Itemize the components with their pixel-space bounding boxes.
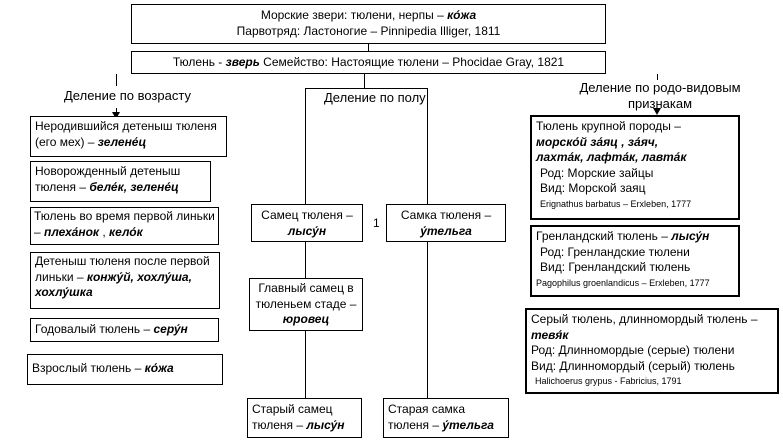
age-box-newborn-text: Новорожденный детеныш тюленя –	[35, 164, 181, 194]
connector-family-to-age	[116, 74, 117, 86]
age-box-yearling-term: серу́н	[153, 322, 188, 336]
sex-box-female-term: у́тельга	[420, 223, 472, 238]
sex-hbar	[305, 88, 427, 89]
age-box-unborn-text: Неродившийся детеныш тюленя (его мех) –	[35, 119, 217, 149]
sex-box-herd-male-term: юровец	[282, 312, 330, 327]
genus-box-harp-rod: Род: Гренландские тюлени	[540, 244, 690, 259]
herd-to-oldmale	[305, 331, 306, 398]
female-to-oldfemale	[427, 242, 428, 398]
family-suffix: Семейство: Настоящие тюлени – Phocidae Gray, 1821	[259, 55, 565, 69]
sex-box-old-male	[247, 398, 362, 438]
genus-box-grey-rod: Род: Длинномордые (серые) тюлени	[531, 343, 735, 358]
genus-box-bearded-term1: морско́й за́яц , за́яч,	[536, 134, 659, 149]
age-box-adult	[27, 354, 223, 385]
family-prefix: Тюлень -	[172, 55, 226, 69]
sex-box-old-male-term: лысу́н	[306, 417, 345, 432]
genus-box-harp-title-row	[536, 229, 734, 245]
sex-box-old-male-text: Старый самец тюленя –	[252, 402, 333, 432]
genus-box-grey-title-row	[531, 312, 773, 343]
male-to-herd	[305, 242, 306, 278]
genus-box-harp-title: Гренландский тюлень –	[536, 229, 672, 243]
family-word: зверь	[225, 55, 260, 69]
branch-label-genus: Деление по родо-видовым признакам	[579, 80, 741, 112]
genus-box-grey-term: тевя́к	[531, 327, 569, 342]
age-box-yearling-text: Годовалый тюлень –	[35, 322, 154, 336]
genus-box-bearded-latin: Erignathus barbatus – Erxleben, 1777	[540, 198, 692, 209]
sex-box-female-text: Самка тюленя –	[400, 208, 492, 222]
genus-box-harp-seal	[530, 225, 740, 297]
genus-box-grey-seal	[525, 308, 779, 394]
age-box-after-molt-text: Детеныш тюленя после первой линьки –	[35, 254, 210, 284]
connector-number: 1	[373, 216, 380, 230]
genus-box-bearded-seal	[530, 115, 740, 220]
branch-label-age: Деление по возрасту	[64, 88, 191, 103]
genus-box-harp-latin: Pagophilus groenlandicus – Erxleben, 1777	[536, 277, 710, 288]
genus-box-grey-latin: Halichoerus grypus - Fabricius, 1791	[535, 376, 682, 387]
age-box-newborn	[30, 161, 211, 202]
sex-spine-left	[305, 88, 306, 204]
age-box-first-molt-term1: плеха́нок	[44, 224, 100, 239]
header-line1-word: ко́жа	[447, 8, 477, 22]
genus-box-bearded-term2: лахта́к, лафта́к, лавта́к	[536, 150, 687, 165]
header-line2: Парвотряд: Ластоногие – Pinnipedia Illiger, 1811	[236, 23, 501, 38]
age-box-first-molt-text: Тюлень во время первой линьки –	[34, 209, 215, 239]
sex-box-male-text: Самец тюленя –	[261, 208, 353, 222]
connector-family-to-sex	[364, 74, 365, 88]
sex-spine-right	[427, 88, 428, 204]
age-box-adult-term: ко́жа	[144, 361, 174, 375]
sex-box-old-female-term: у́тельга	[442, 417, 494, 432]
genus-box-harp-vid: Вид: Гренландский тюлень	[540, 260, 691, 275]
genus-box-bearded-title: Тюлень крупной породы –	[536, 119, 681, 133]
family-box	[131, 51, 606, 74]
age-box-unborn	[30, 116, 227, 157]
sex-box-male-term: лысу́н	[287, 223, 327, 238]
sex-box-old-female-text: Старая самка тюленя –	[388, 402, 465, 432]
genus-box-bearded-vid: Вид: Морской заяц	[540, 181, 646, 196]
genus-box-harp-term: лысу́н	[671, 229, 710, 243]
age-box-after-molt	[30, 252, 220, 309]
age-box-unborn-term: зелене́ц	[97, 134, 147, 149]
age-box-adult-text: Взрослый тюлень –	[32, 361, 145, 375]
header-line1-prefix: Морские звери: тюлени, нерпы –	[260, 8, 448, 22]
sex-box-herd-male	[249, 278, 363, 331]
sex-box-female	[386, 204, 506, 242]
header-box	[131, 4, 606, 44]
age-box-after-molt-term: конжу́й, хохлу́ша, хохлу́шка	[35, 269, 192, 300]
genus-box-grey-vid: Вид: Длинномордый (серый) тюлень	[531, 358, 735, 373]
age-box-first-molt-sep: ,	[99, 224, 110, 239]
age-box-first-molt-term2: кело́к	[109, 224, 143, 239]
sex-box-herd-male-text: Главный самец в тюленьем стаде –	[255, 281, 357, 311]
age-box-yearling	[30, 318, 219, 342]
genus-box-bearded-rod: Род: Морские зайцы	[540, 165, 654, 180]
connector-top-to-family	[368, 43, 369, 51]
age-box-first-molt	[30, 207, 219, 245]
sex-box-male	[251, 204, 363, 242]
sex-box-old-female	[383, 398, 509, 438]
age-box-newborn-term: беле́к, зелене́ц	[89, 179, 179, 194]
branch-label-sex: Деление по полу	[324, 90, 426, 105]
genus-box-grey-title: Серый тюлень, длинномордый тюлень –	[531, 312, 758, 326]
